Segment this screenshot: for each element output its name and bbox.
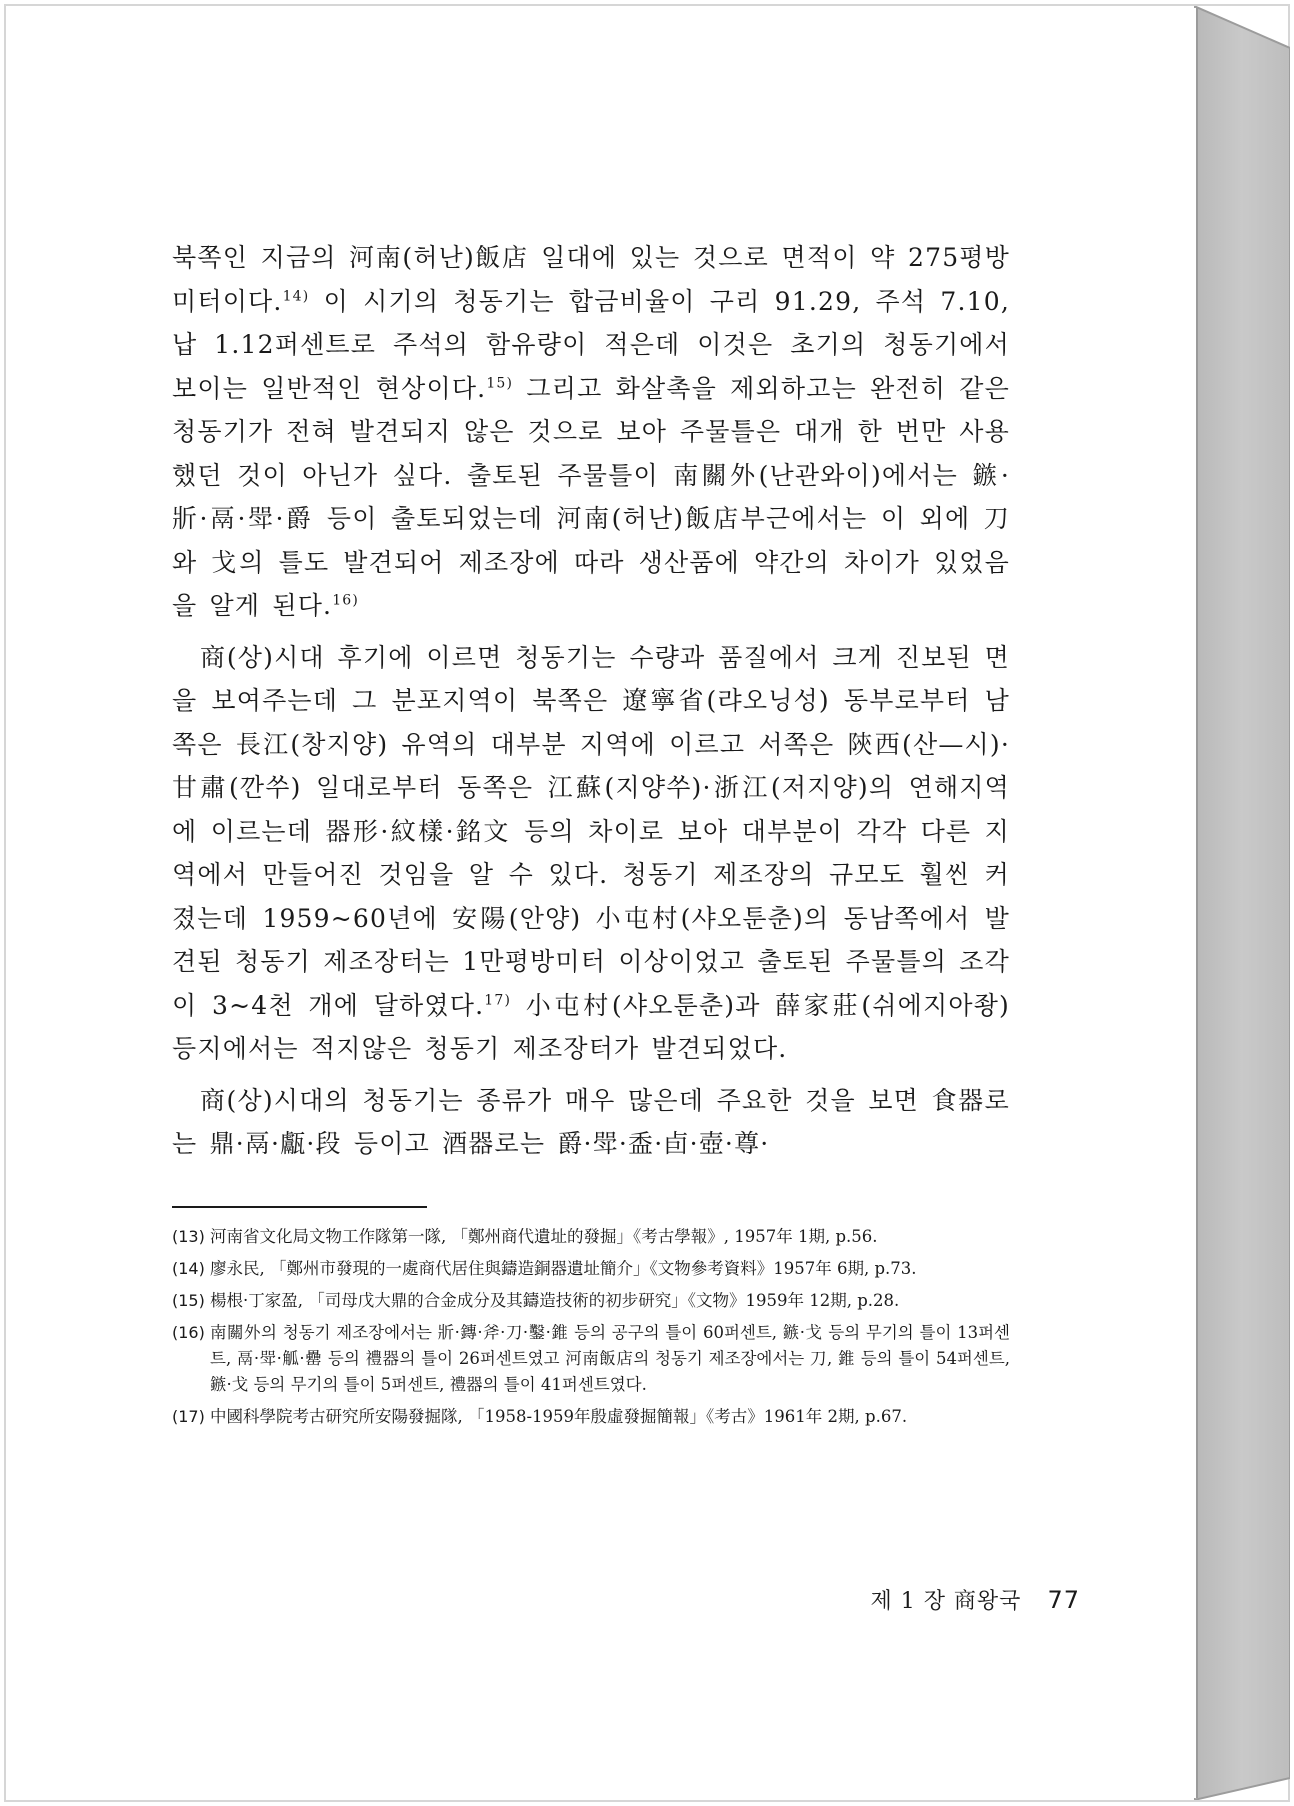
body-paragraph bbox=[172, 236, 1010, 628]
footnote-reference: 15) bbox=[486, 375, 514, 392]
page-footer bbox=[870, 1584, 1080, 1615]
footnotes bbox=[172, 1224, 1010, 1430]
paragraph-text: 북쪽인 지금의 河南(허난)飯店 일대에 있는 것으로 면적이 약 275평방미터이다. bbox=[172, 243, 1010, 316]
paragraph-text: 商(상)시대의 청동기는 종류가 매우 많은데 주요한 것을 보면 食器로는 鼎·鬲·甗·段 등이고 酒器로는 爵·斝·盉·卣·壺·尊· bbox=[172, 1085, 1010, 1158]
footnote-text: 楊根·丁家盈, 「司母戊大鼎的合金成分及其鑄造技術的初步研究」《文物》1959年 12期, p.28. bbox=[210, 1290, 900, 1310]
paragraph-text: 그리고 화살촉을 제외하고는 완전히 같은 청동기가 전혀 발견되지 않은 것으로 보아 주물틀은 대개 한 번만 사용했던 것이 아닌가 싶다. 출토된 주물틀이 南關外(난관와이)에서는 鏃·斨·鬲·斝·爵 등이 출토되었는데 河南(허난)飯店부근에서는 이 외에 刀와 戈의 틀도 발견되어 제조장에 따라 생산품에 약간의 차이가 있었음을 알게 된다. bbox=[172, 373, 1010, 620]
running-header-chapter: 제 1 장 商왕국 bbox=[870, 1589, 1022, 1614]
footnote-reference: 16) bbox=[332, 592, 360, 609]
footnote-item bbox=[172, 1224, 1010, 1250]
page-content bbox=[172, 236, 1010, 1436]
footnote-reference: 17) bbox=[484, 992, 512, 1009]
footnote-text: 中國科學院考古研究所安陽發掘隊, 「1958-1959年殷虛發掘簡報」《考古》1961年 2期, p.67. bbox=[210, 1406, 908, 1426]
footnote-text: 南關外의 청동기 제조장에서는 斨·鏄·斧·刀·鑿·錐 등의 공구의 틀이 60퍼센트, 鏃·戈 등의 무기의 틀이 13퍼센트, 鬲·斝·觚·罍 등의 禮器의 틀이 26퍼센트였고 河南飯店의 청동기 제조장에서는 刀, 錐 등의 틀이 54퍼센트, 鏃·戈 등의 무기의 틀이 5퍼센트, 禮器의 틀이 41퍼센트였다. bbox=[210, 1322, 1010, 1394]
body-paragraph bbox=[172, 636, 1010, 1071]
paragraph-text: 이 시기의 청동기는 합금비율이 구리 91.29, 주석 7.10, 납 1.12퍼센트로 주석의 함유량이 적은데 이것은 초기의 청동기에서 보이는 일반적인 현상이다. bbox=[172, 286, 1010, 403]
paragraph-text: 商(상)시대 후기에 이르면 청동기는 수량과 품질에서 크게 진보된 면을 보여주는데 그 분포지역이 북쪽은 遼寧省(랴오닝성) 동부로부터 남쪽은 長江(창지양) 유역의 대부분 지역에 이르고 서쪽은 陝西(산—시)·甘肅(깐쑤) 일대로부터 동쪽은 江蘇(지양쑤)·浙江(저지양)의 연해지역에 이르는데 器形·紋樣·銘文 등의 차이로 보아 대부분이 각각 다른 지역에서 만들어진 것임을 알 수 있다. 청동기 제조장의 규모도 훨씬 커졌는데 1959~60년에 安陽(안양) 小屯村(샤오툰춘)의 동남쪽에서 발견된 청동기 제조장터는 1만평방미터 이상이었고 출토된 주물틀의 조각이 3~4천 개에 달하였다. bbox=[172, 642, 1010, 1020]
footnote-item bbox=[172, 1320, 1010, 1398]
footnote-number: (14) bbox=[172, 1258, 205, 1278]
book-edge bbox=[1194, 6, 1290, 1800]
footnote-divider bbox=[172, 1206, 427, 1208]
page-number: 77 bbox=[1047, 1586, 1080, 1614]
footnote-reference: 14) bbox=[282, 288, 310, 305]
footnote-text: 河南省文化局文物工作隊第一隊, 「鄭州商代遺址的發掘」《考古學報》, 1957年 1期, p.56. bbox=[210, 1226, 878, 1246]
footnote-item bbox=[172, 1404, 1010, 1430]
footnote-item bbox=[172, 1256, 1010, 1282]
footnote-number: (15) bbox=[172, 1290, 205, 1310]
paragraph-text: 小屯村(샤오툰춘)과 薛家莊(쉬에지아좡) 등지에서는 적지않은 청동기 제조장터가 발견되었다. bbox=[172, 990, 1010, 1063]
body-text bbox=[172, 236, 1010, 1166]
footnote-number: (13) bbox=[172, 1226, 205, 1246]
body-paragraph bbox=[172, 1079, 1010, 1166]
footnote-number: (17) bbox=[172, 1406, 205, 1426]
footnote-text: 廖永民, 「鄭州市發現的一處商代居住與鑄造銅器遺址簡介」《文物參考資料》1957年 6期, p.73. bbox=[210, 1258, 917, 1278]
footnote-item bbox=[172, 1288, 1010, 1314]
footnote-number: (16) bbox=[172, 1322, 205, 1342]
